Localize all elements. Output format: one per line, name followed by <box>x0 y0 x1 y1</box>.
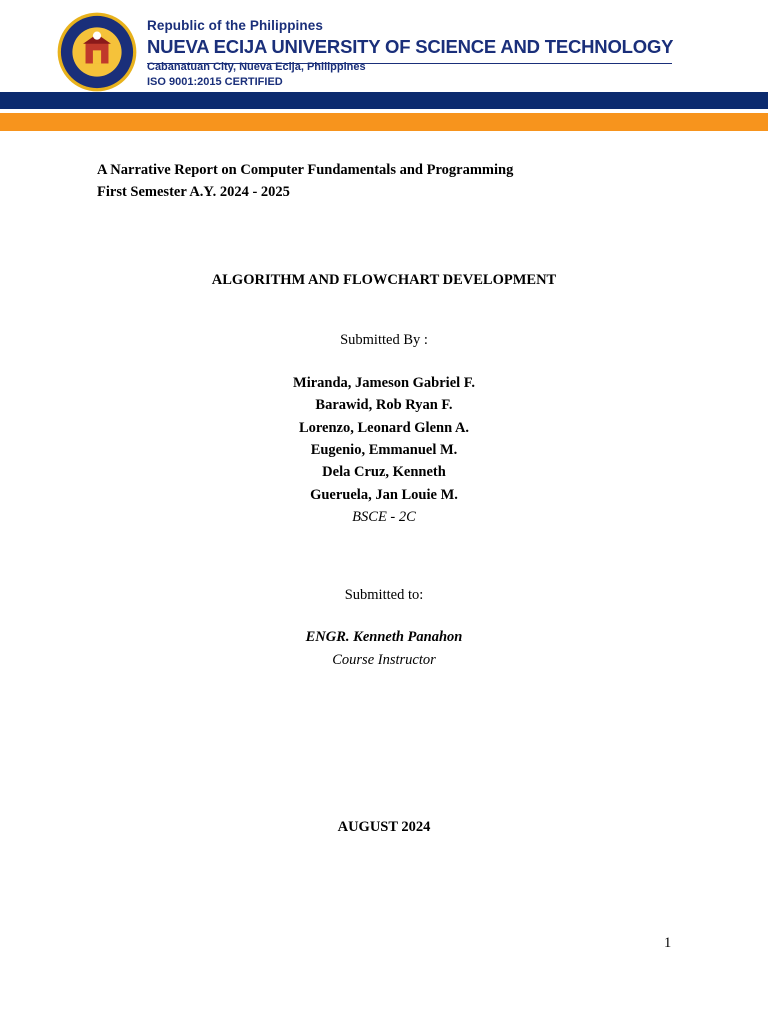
instructor-name: ENGR. Kenneth Panahon <box>305 629 463 645</box>
semester-line: First Semester A.Y. 2024 - 2025 <box>97 184 290 200</box>
member-name: Dela Cruz, Kenneth <box>322 464 446 480</box>
instructor-role: Course Instructor <box>332 652 436 668</box>
university-location: Cabanatuan City, Nueva Ecija, Philippines <box>147 61 366 73</box>
iso-certification: ISO 9001:2015 CERTIFIED <box>147 76 283 88</box>
republic-label: Republic of the Philippines <box>147 18 323 33</box>
orange-band <box>0 113 768 131</box>
member-name: Miranda, Jameson Gabriel F. <box>293 375 475 391</box>
blue-band <box>0 92 768 109</box>
report-date: AUGUST 2024 <box>337 819 431 835</box>
submitted-by-label: Submitted By : <box>340 332 428 348</box>
member-name: Lorenzo, Leonard Glenn A. <box>298 420 470 436</box>
member-name: Barawid, Rob Ryan F. <box>315 397 453 413</box>
report-title: A Narrative Report on Computer Fundamentals and Programming <box>97 162 514 178</box>
member-name: Eugenio, Emmanuel M. <box>310 442 458 458</box>
section-label: BSCE - 2C <box>352 509 416 525</box>
topic-heading: ALGORITHM AND FLOWCHART DEVELOPMENT <box>211 272 557 288</box>
university-seal-icon <box>56 11 138 93</box>
member-name: Gueruela, Jan Louie M. <box>310 487 458 503</box>
submitted-to-label: Submitted to: <box>344 587 424 603</box>
university-name: NUEVA ECIJA UNIVERSITY OF SCIENCE AND TECHNOLOGY <box>147 36 674 57</box>
letterhead <box>0 0 768 92</box>
page-number: 1 <box>664 935 672 951</box>
